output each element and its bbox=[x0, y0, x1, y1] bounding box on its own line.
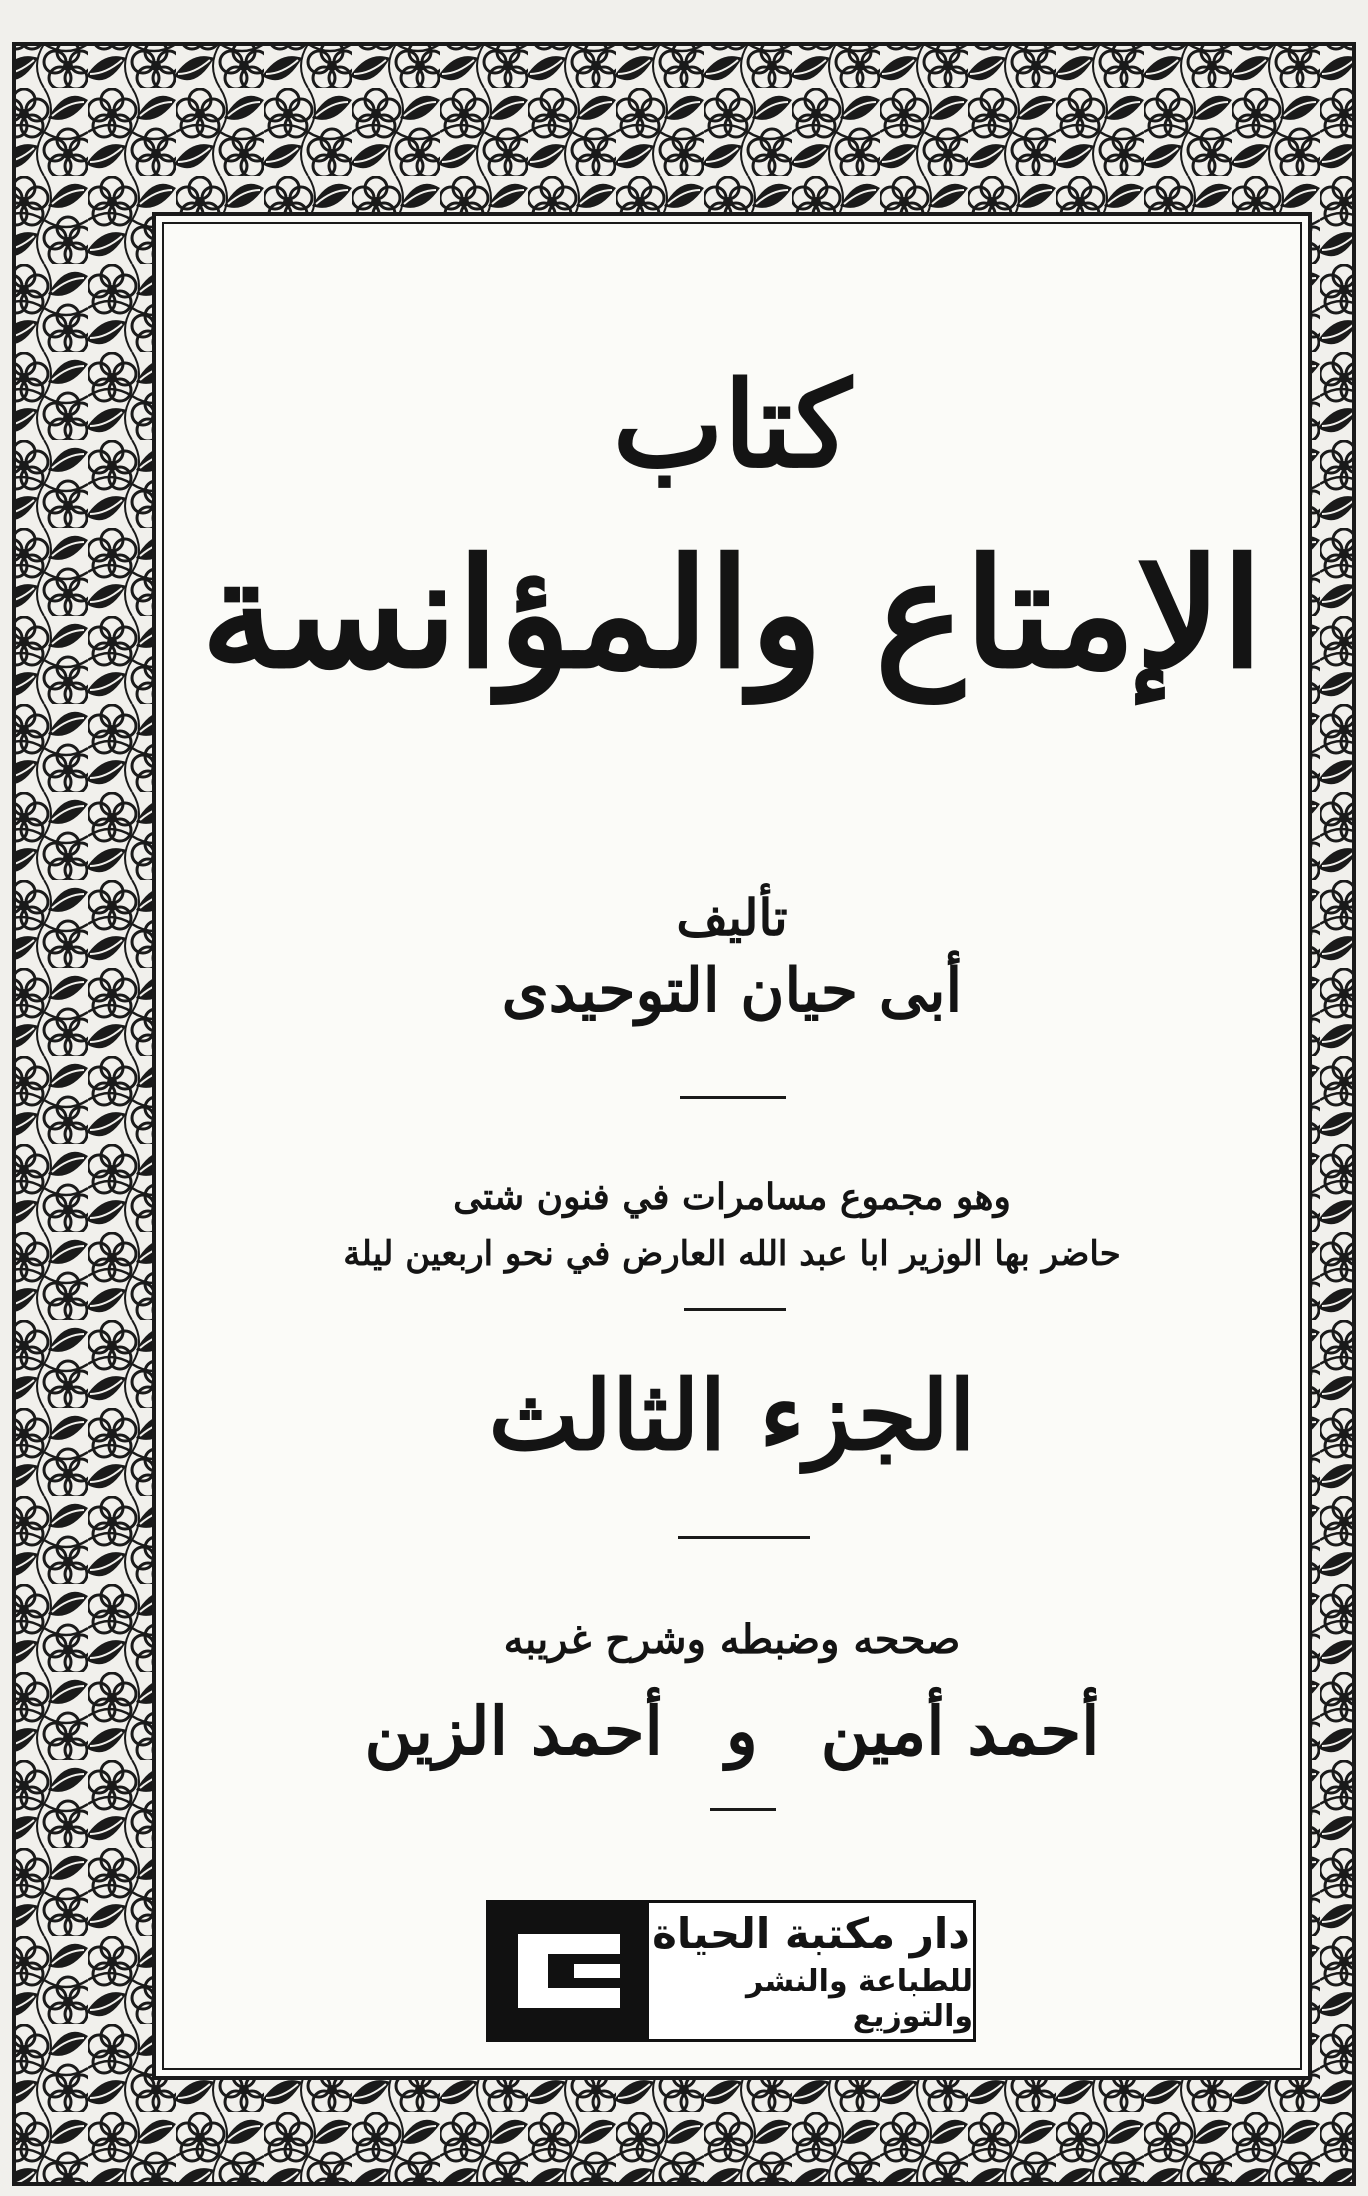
divider-rule bbox=[680, 1096, 786, 1099]
publisher-tagline: للطباعة والنشر والتوزيع bbox=[745, 1963, 973, 2034]
publisher-box bbox=[486, 1900, 976, 2042]
publisher-logo-icon bbox=[489, 1903, 649, 2039]
description-line-2: حاضر بها الوزير ابا عبد الله العارض في نحو اربعين ليلة bbox=[343, 1234, 1121, 1274]
volume-title: الجزء الثالث bbox=[488, 1359, 976, 1472]
title-panel bbox=[152, 212, 1312, 2080]
publisher-name: دار مكتبة الحياة bbox=[652, 1908, 970, 1958]
editor-1: أحمد أمين bbox=[820, 1692, 1100, 1770]
divider-rule bbox=[678, 1536, 810, 1539]
author-name: أبى حيان التوحيدى bbox=[501, 956, 963, 1026]
editor-2: أحمد الزين bbox=[364, 1692, 663, 1770]
credit-label: صححه وضبطه وشرح غريبه bbox=[503, 1616, 961, 1663]
author-label: تأليف bbox=[676, 888, 788, 947]
book-word: كتاب bbox=[612, 355, 852, 494]
divider-rule bbox=[684, 1308, 786, 1311]
book-title: الإمتاع والمؤانسة bbox=[201, 526, 1263, 702]
editors bbox=[156, 1692, 1308, 1770]
publisher-text bbox=[649, 1903, 973, 2039]
description-line-1: وهو مجموع مسامرات في فنون شتى bbox=[453, 1176, 1011, 1218]
divider-rule bbox=[710, 1808, 776, 1811]
conjunction: و bbox=[725, 1692, 758, 1770]
